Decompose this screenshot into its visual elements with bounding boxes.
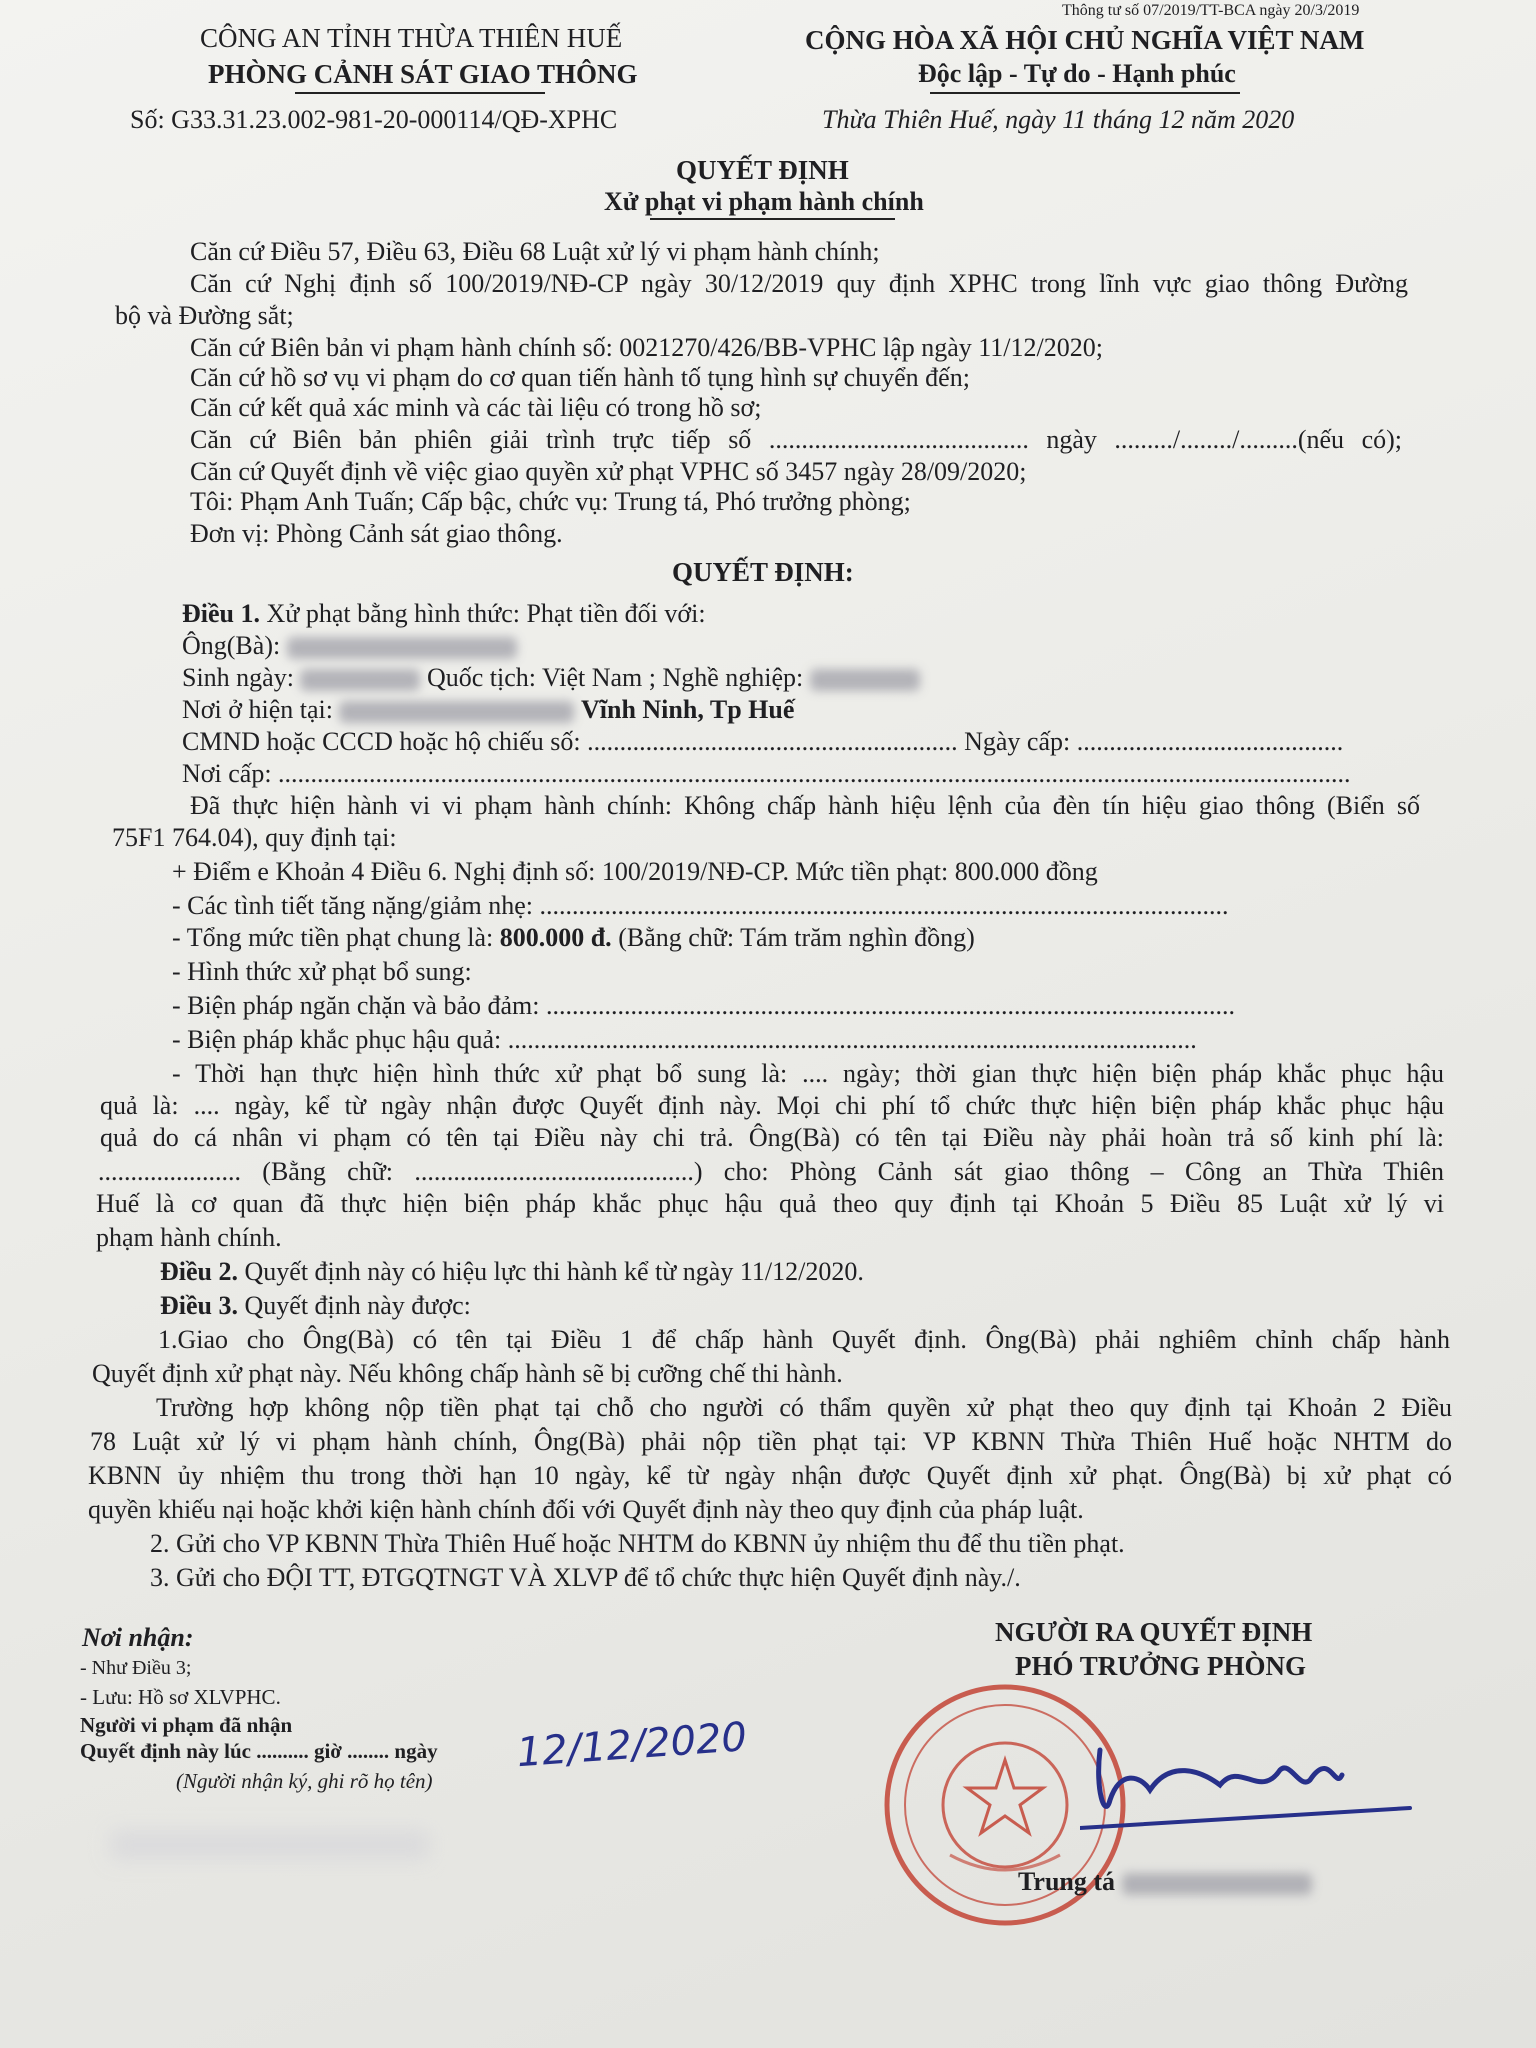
receipt-label: Người vi phạm đã nhận [80,1713,293,1737]
deadline-paragraph: quả là: .... ngày, kể từ ngày nhận được Quyết định này. Mọi chi phí tổ chức thực hiện biện pháp khắc phục hậu [100,1091,1444,1120]
id-document-line: CMND hoặc CCCD hoặc hộ chiếu số: ......................................................... Ngày cấp: ......................................... [182,727,1344,756]
article-2: Điều 2. Quyết định này có hiệu lực thi hành kể từ ngày 11/12/2020. [160,1257,864,1286]
article-3-intro: Điều 3. Quyết định này được: [160,1291,471,1320]
signer-title: NGƯỜI RA QUYẾT ĐỊNH [995,1617,1313,1647]
deadline-paragraph: quả do cá nhân vi phạm có tên tại Điều này chi trả. Ông(Bà) có tên tại Điều này phải hoàn trả số kinh phí là: [100,1123,1444,1152]
circular-reference: Thông tư số 07/2019/TT-BCA ngày 20/3/2019 [1062,2,1360,19]
article-1-intro: Điều 1. Xử phạt bằng hình thức: Phạt tiền đối với: [182,599,706,628]
basis-line: Tôi: Phạm Anh Tuấn; Cấp bậc, chức vụ: Trung tá, Phó trưởng phòng; [190,487,911,516]
handwritten-date-text: 12/12/2020 [515,1714,749,1777]
redacted-dob [300,669,420,691]
basis-line: Căn cứ Biên bản phiên giải trình trực tiếp số ........................................ ngày ........./......../.........(nếu có); [190,425,1402,454]
violation-line: Đã thực hiện hành vi vi phạm hành chính: Không chấp hành hiệu lệnh của đèn tín hiệu giao thông (Biển số [190,791,1420,820]
department-underline [295,92,545,94]
redacted-address [339,701,574,723]
remedial-measures: - Biện pháp khắc phục hậu quả: .......................................................................................................... [172,1025,1197,1054]
recipient-item: - Lưu: Hồ sơ XLVPHC. [80,1685,281,1709]
basis-line: Căn cứ Nghị định số 100/2019/NĐ-CP ngày 30/12/2019 quy định XPHC trong lĩnh vực giao thông Đường [190,269,1408,298]
redacted-occupation [810,669,920,691]
article-3-item: 2. Gửi cho VP KBNN Thừa Thiên Huế hoặc NHTM do KBNN ủy nhiệm thu để thu tiền phạt. [150,1529,1125,1558]
deadline-paragraph: Huế là cơ quan đã thực hiện biện pháp khắc phục hậu quả theo quy định tại Khoản 5 Điều 85 Luật xử lý vi [96,1189,1444,1218]
basis-line: Căn cứ Điều 57, Điều 63, Điều 68 Luật xử lý vi phạm hành chính; [190,237,880,266]
violator-name: Ông(Bà): [182,630,517,662]
decision-heading: QUYẾT ĐỊNH: [672,557,854,587]
redacted-receiver-signature [110,1830,430,1860]
department-name: PHÒNG CẢNH SÁT GIAO THÔNG [208,59,638,89]
subtitle-underline [650,218,895,220]
receipt-time-line: Quyết định này lúc .......... giờ ........ ngày [80,1739,438,1763]
basis-line: Đơn vị: Phòng Cảnh sát giao thông. [190,519,563,548]
basis-line: bộ và Đường sắt; [115,301,294,330]
motto: Độc lập - Tự do - Hạnh phúc [918,59,1236,88]
redacted-signer-name [1122,1873,1312,1895]
document-title: QUYẾT ĐỊNH [676,155,849,185]
total-fine: - Tổng mức tiền phạt chung là: 800.000 đ. (Bằng chữ: Tám trăm nghìn đồng) [172,923,975,952]
deadline-paragraph: ...................... (Bằng chữ: ...........................................) cho: Phòng Cảnh sát giao thông – Công an Thừa Thiên [98,1157,1444,1186]
nation-title: CỘNG HÒA XÃ HỘI CHỦ NGHĨA VIỆT NAM [805,25,1365,55]
handwritten-date [505,1712,775,1782]
legal-clause: + Điểm e Khoản 4 Điều 6. Nghị định số: 100/2019/NĐ-CP. Mức tiền phạt: 800.000 đồng [172,857,1098,886]
violation-line: 75F1 764.04), quy định tại: [112,823,397,852]
article-3-item: Quyết định xử phạt này. Nếu không chấp hành sẽ bị cưỡng chế thi hành. [92,1359,843,1388]
document-subtitle: Xử phạt vi phạm hành chính [604,187,924,216]
article-3-item: KBNN ủy nhiệm thu trong thời hạn 10 ngày, kể từ ngày nhận được Quyết định xử phạt. Ông(Bà) bị xử phạt có [88,1461,1452,1490]
redacted-name [287,637,517,659]
deadline-paragraph: - Thời hạn thực hiện hình thức xử phạt bổ sung là: .... ngày; thời gian thực hiện biện pháp khắc phục hậu [172,1059,1444,1088]
article-3-item: quyền khiếu nại hoặc khởi kiện hành chính đối với Quyết định này theo quy định của pháp luật. [88,1495,1084,1524]
violator-residence: Nơi ở hiện tại: Vĩnh Ninh, Tp Huế [182,695,795,724]
signer-position: PHÓ TRƯỞNG PHÒNG [1015,1651,1307,1681]
basis-line: Căn cứ Quyết định về việc giao quyền xử phạt VPHC số 3457 ngày 28/09/2020; [190,457,1027,486]
basis-line: Căn cứ hồ sơ vụ vi phạm do cơ quan tiến hành tố tụng hình sự chuyển đến; [190,363,970,392]
document-number: Số: G33.31.23.002-981-20-000114/QĐ-XPHC [130,105,618,134]
preventive-measures: - Biện pháp ngăn chặn và bảo đảm: .......................................................................................................... [172,991,1235,1020]
article-3-item: Trường hợp không nộp tiền phạt tại chỗ cho người có thẩm quyền xử phạt theo quy định tại Khoản 2 Điều [156,1393,1452,1422]
additional-penalty: - Hình thức xử phạt bổ sung: [172,957,472,986]
article-3-item: 3. Gửi cho ĐỘI TT, ĐTGQTNGT VÀ XLVP để tổ chức thực hiện Quyết định này./. [150,1563,1021,1592]
recipients-heading: Nơi nhận: [82,1623,194,1652]
agency-name: CÔNG AN TỈNH THỪA THIÊN HUẾ [200,23,623,53]
article-3-item: 78 Luật xử lý vi phạm hành chính, Ông(Bà) phải nộp tiền phạt tại: VP KBNN Thừa Thiên Huế hoặc NHTM do [90,1427,1452,1456]
basis-line: Căn cứ Biên bản vi phạm hành chính số: 0021270/426/BB-VPHC lập ngày 11/12/2020; [190,333,1103,362]
signer-name: Trung tá [1018,1866,1312,1898]
place-date: Thừa Thiên Huế, ngày 11 tháng 12 năm 2020 [822,105,1295,134]
basis-line: Căn cứ kết quả xác minh và các tài liệu có trong hồ sơ; [190,393,762,422]
aggravating-factors: - Các tình tiết tăng nặng/giảm nhẹ: .......................................................................................................... [172,891,1229,920]
motto-underline [930,92,1240,94]
deadline-paragraph: phạm hành chính. [96,1223,282,1252]
recipient-item: - Như Điều 3; [80,1657,192,1679]
receiver-note: (Người nhận ký, ghi rõ họ tên) [176,1769,433,1793]
violator-dob: Sinh ngày: Quốc tịch: Việt Nam ; Nghề nghiệp: [182,662,920,694]
article-3-item: 1.Giao cho Ông(Bà) có tên tại Điều 1 để chấp hành Quyết định. Ông(Bà) phải nghiêm chỉnh chấp hành [158,1325,1450,1354]
issued-place-line: Nơi cấp: ..................................................................................................................................................................... [182,759,1351,788]
